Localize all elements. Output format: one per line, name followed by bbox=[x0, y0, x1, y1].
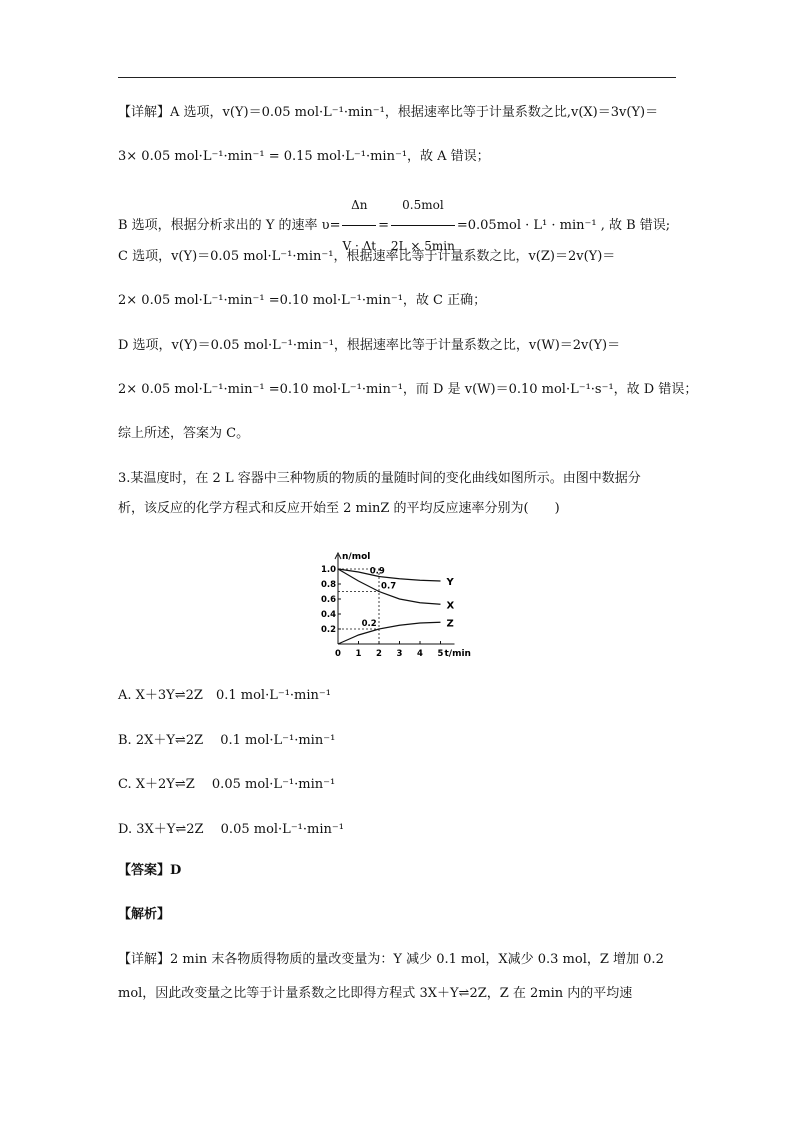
y-axis-title: n/mol bbox=[342, 552, 371, 562]
y-tick-label: 0.4 bbox=[320, 610, 336, 620]
explanation-line-1: 【详解】A 选项，v(Y)＝0.05 mol·L⁻¹·min⁻¹，根据速率比等于计量系数之比,v(X)＝3v(Y)＝ bbox=[118, 105, 659, 120]
explanation-line-7: 2× 0.05 mol·L⁻¹·min⁻¹ =0.10 mol·L⁻¹·min⁻¹，而 D 是 v(W)＝0.10 mol·L⁻¹·s⁻¹，故 D 错误； bbox=[118, 382, 698, 397]
option-d: D. 3X＋Y⇌2Z 0.05 mol·L⁻¹·min⁻¹ bbox=[118, 822, 344, 837]
analysis-heading: 【解析】 bbox=[118, 907, 171, 922]
x-tick-label: 3 bbox=[396, 649, 403, 659]
answer-line: 【答案】D bbox=[118, 863, 182, 878]
option-b: B. 2X＋Y⇌2Z 0.1 mol·L⁻¹·min⁻¹ bbox=[118, 733, 336, 748]
chart-labels bbox=[342, 552, 471, 659]
series-line-y bbox=[338, 566, 441, 581]
series-label-y: Y bbox=[446, 577, 454, 588]
x-tick-label: 0 bbox=[335, 649, 341, 659]
annotation-0-2: 0.2 bbox=[361, 619, 377, 629]
x-axis-title: t/min bbox=[444, 649, 471, 659]
y-tick-label: 0.6 bbox=[320, 595, 336, 605]
fraction-numerator: Δn bbox=[342, 186, 376, 226]
fraction-denominator: 2L × 5min bbox=[390, 239, 455, 253]
question-line-1: 3.某温度时，在 2 L 容器中三种物质的物质的量随时间的变化曲线如图所示。由图中数据分 bbox=[118, 471, 641, 486]
annotation-0-9: 0.9 bbox=[369, 566, 385, 577]
fraction-numerator: 0.5mol bbox=[391, 186, 455, 226]
series-line-z bbox=[338, 622, 441, 644]
fraction-denominator: V · Δt bbox=[342, 239, 377, 253]
explanation-line-4: C 选项，v(Y)＝0.05 mol·L⁻¹·min⁻¹，根据速率比等于计量系数之比，v(Z)＝2v(Y)＝ bbox=[118, 249, 616, 264]
header-rule bbox=[118, 77, 676, 78]
chart-guide-lines bbox=[338, 569, 379, 644]
y-tick-label: 1.0 bbox=[320, 565, 336, 575]
question-line-2: 析，该反应的化学方程式和反应开始至 2 minZ 的平均反应速率分别为( ) bbox=[118, 501, 560, 516]
explanation-line-5: 2× 0.05 mol·L⁻¹·min⁻¹ =0.10 mol·L⁻¹·min⁻¹，故 C 正确； bbox=[118, 293, 487, 308]
series-label-x: X bbox=[446, 600, 455, 612]
explanation-line-3-suffix: =0.05mol · L¹ · min⁻¹ , 故 B 错误; bbox=[456, 218, 671, 233]
chart-ticks bbox=[321, 565, 444, 659]
y-tick-label: 0.8 bbox=[320, 580, 336, 590]
x-tick-label: 1 bbox=[355, 649, 362, 659]
x-tick-label: 2 bbox=[376, 649, 382, 659]
series-label-z: Z bbox=[446, 618, 454, 630]
option-a: A. X＋3Y⇌2Z 0.1 mol·L⁻¹·min⁻¹ bbox=[118, 688, 331, 703]
detail-line-2: mol，因此改变量之比等于计量系数之比即得方程式 3X＋Y⇌2Z，Z 在 2min 内的平均速 bbox=[118, 986, 633, 1001]
y-tick-label: 0.2 bbox=[320, 625, 336, 635]
explanation-line-2: 3× 0.05 mol·L⁻¹·min⁻¹ = 0.15 mol·L⁻¹·min⁻¹，故 A 错误； bbox=[118, 149, 490, 164]
explanation-line-6: D 选项，v(Y)＝0.05 mol·L⁻¹·min⁻¹，根据速率比等于计量系数之比，v(W)＝2v(Y)＝ bbox=[118, 338, 621, 353]
option-c: C. X＋2Y⇌Z 0.05 mol·L⁻¹·min⁻¹ bbox=[118, 777, 336, 792]
explanation-line-8: 综上所述，答案为 C。 bbox=[118, 426, 250, 441]
x-tick-label: 4 bbox=[417, 649, 423, 659]
annotation-0-7: 0.7 bbox=[381, 581, 397, 592]
detail-line-1: 【详解】2 min 末各物质得物质的量改变量为：Y 减少 0.1 mol，X减少 0.3 mol，Z 增加 0.2 bbox=[118, 952, 664, 967]
amount-vs-time-chart bbox=[318, 540, 471, 664]
chart-axes bbox=[335, 553, 455, 644]
chart-series bbox=[338, 566, 441, 644]
x-tick-label: 5 bbox=[437, 649, 444, 659]
explanation-line-3-prefix: B 选项，根据分析求出的 Y 的速率 υ= bbox=[118, 218, 341, 233]
explanation-line-3: B 选项，根据分析求出的 Y 的速率 υ= $\frac{\Delta n}{V \cdot \Delta t}$ = $\frac{\text{0.5mol}}{2L \times 5\min}$ =0.05mol · L¹ · min⁻¹ , 故 B 错误; bbox=[118, 186, 670, 265]
